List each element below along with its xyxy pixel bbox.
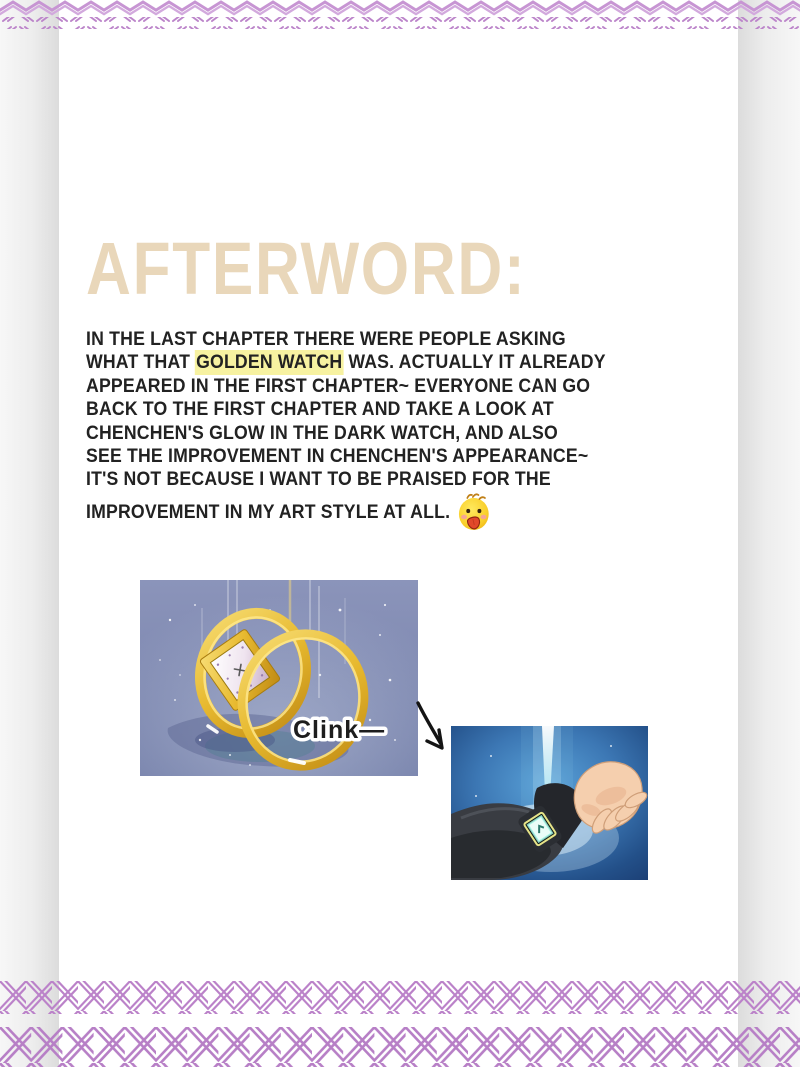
emoji-blush-left	[461, 515, 467, 519]
text-line-3: APPEARED IN THE FIRST CHAPTER~ EVERYONE CAN GO	[86, 375, 591, 397]
emoji-eye-right	[477, 509, 481, 513]
afterword-text	[86, 328, 606, 532]
decorative-border-bottom-lower	[0, 1027, 800, 1067]
text-line-1: IN THE LAST CHAPTER THERE WERE PEOPLE ASKING	[86, 329, 566, 350]
text-line-2	[86, 351, 606, 374]
text-line-8-text: IMPROVEMENT IN MY ART STYLE AT ALL.	[86, 501, 451, 523]
page-title: AFTERWORD:	[86, 227, 527, 310]
down-right-arrow-icon	[411, 699, 451, 765]
emoji-eye-left	[466, 509, 470, 513]
panel-golden-watch	[140, 580, 418, 776]
decorative-border-top	[0, 0, 800, 30]
decorative-border-bottom-upper	[0, 981, 800, 1014]
highlighted-text: GOLDEN WATCH	[196, 352, 343, 374]
tongue-out-emoji	[450, 492, 492, 532]
clink-sfx-text: Clink—	[293, 716, 386, 744]
text-line-4: BACK TO THE FIRST CHAPTER AND TAKE A LOOK AT	[86, 399, 554, 421]
page-gutter-right	[738, 0, 800, 1067]
text-line-8	[86, 492, 606, 532]
panel-wrist-watch	[451, 726, 648, 880]
text-line-7: IT'S NOT BECAUSE I WANT TO BE PRAISED FOR THE	[86, 469, 551, 491]
text-line-2-pre: WHAT THAT	[86, 352, 196, 374]
emoji-blush-right	[480, 515, 486, 519]
text-line-5: CHENCHEN'S GLOW IN THE DARK WATCH, AND ALSO	[86, 422, 558, 444]
page-gutter-left	[0, 0, 59, 1067]
text-line-6: SEE THE IMPROVEMENT IN CHENCHEN'S APPEARANCE~	[86, 446, 589, 468]
text-line-2-post: WAS. ACTUALLY IT ALREADY	[343, 352, 606, 374]
